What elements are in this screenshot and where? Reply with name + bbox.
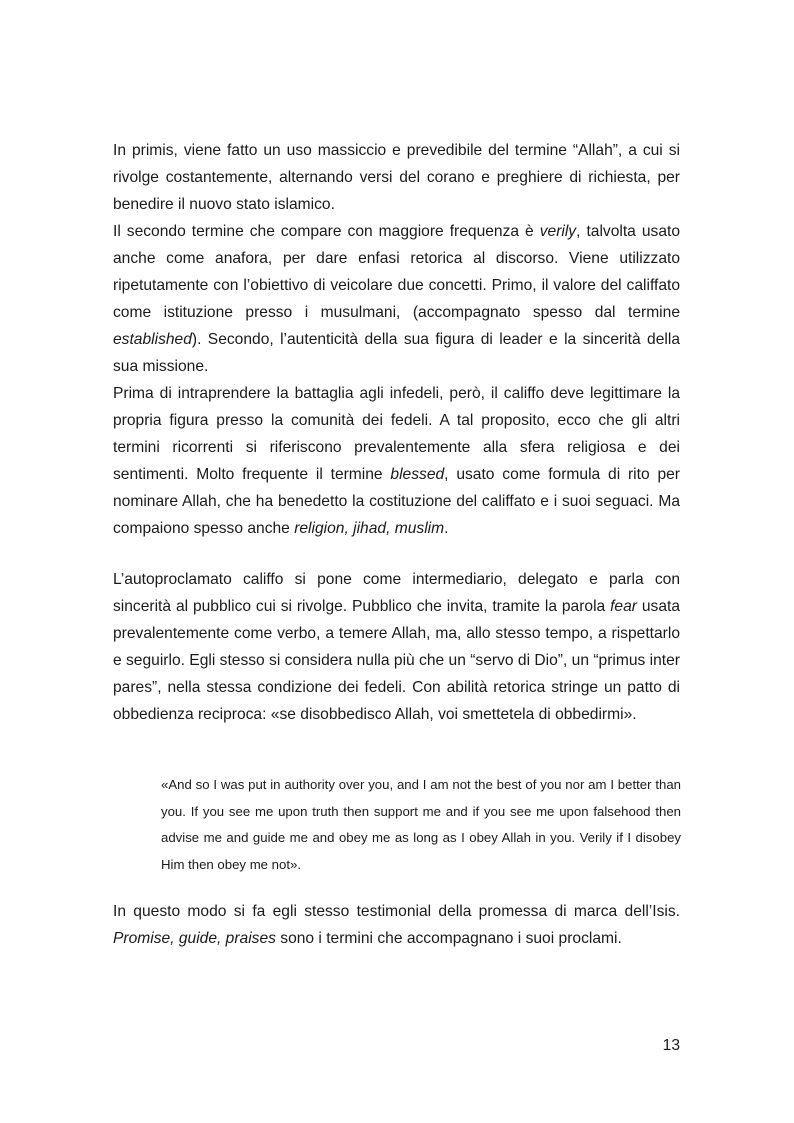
term-verily: verily (539, 223, 577, 240)
block-quote (161, 772, 681, 878)
paragraph-intermediary-text-a: L’autoproclamato califfo si pone come intermediario, delegato e parla con sincerità al pubblico cui si rivolge. Pubblico che invita, tramite la parola (113, 571, 680, 615)
text-block-3 (113, 898, 680, 952)
block-quote-text: «And so I was put in authority over you, and I am not the best of you nor am I better than you. If you see me upon truth then support me and if you see me upon falsehood then advise me and guide me and obey me as long as I obey Allah in you. Verily if I disobey Him then obey me not». (161, 777, 681, 872)
term-blessed: blessed (390, 466, 445, 483)
paragraph-legitimacy-text-b: , usato come formula di rito per nominare Allah, che ha benedetto la costituzione del califfato e i suoi seguaci. Ma compaiono spesso anche (113, 466, 680, 537)
term-religion-jihad-muslim: religion, jihad, muslim (294, 520, 445, 537)
paragraph-legitimacy-text-c: . (444, 520, 449, 537)
paragraph-verily (113, 218, 680, 380)
paragraph-allah-text: In primis, viene fatto un uso massiccio e prevedibile del termine “Allah”, a cui si rivolge costantemente, alternando versi del corano e preghiere di richiesta, per benedire il nuovo stato islamico. (113, 142, 680, 213)
paragraph-verily-text-a: Il secondo termine che compare con maggiore frequenza è (113, 223, 540, 240)
paragraph-testimonial (113, 898, 680, 952)
paragraph-testimonial-text-a: In questo modo si fa egli stesso testimonial della promessa di marca dell’Isis. (113, 903, 680, 920)
paragraph-legitimacy (113, 380, 680, 542)
text-block-2 (113, 566, 680, 728)
term-promise-guide-praises: Promise, guide, praises (113, 930, 276, 947)
paragraph-intermediary-text-b: usata prevalentemente come verbo, a temere Allah, ma, allo stesso tempo, a rispettarlo e seguirlo. Egli stesso si considera nulla più che un “servo di Dio”, un “primus inter pares”, nella stessa condizione dei fedeli. Con abilità retorica stringe un patto di obbedienza reciproca: «se disobbedisco Allah, voi smettetela di obbedirmi». (113, 598, 680, 723)
paragraph-verily-text-c: ). Secondo, l’autenticità della sua figura di leader e la sincerità della sua missione. (113, 331, 680, 375)
paragraph-legitimacy-text-a: Prima di intraprendere la battaglia agli infedeli, però, il califfo deve legittimare la propria figura presso la comunità dei fedeli. A tal proposito, ecco che gli altri termini ricorrenti si riferiscono prevalentemente alla sfera religiosa e dei sentimenti. Molto frequente il termine (113, 385, 680, 483)
paragraph-verily-text-b: , talvolta usato anche come anafora, per dare enfasi retorica al discorso. Viene utilizzato ripetutamente con l’obiettivo di veicolare due concetti. Primo, il valore del califfato come istituzione presso i musulmani, (accompagnato spesso dal termine (113, 223, 680, 321)
text-block-1 (113, 137, 680, 542)
paragraph-testimonial-text-b: sono i termini che accompagnano i suoi proclami. (275, 930, 622, 947)
paragraph-allah (113, 137, 680, 218)
term-established: established (113, 331, 192, 348)
page-number: 13 (662, 1037, 680, 1054)
term-fear: fear (610, 598, 637, 615)
paragraph-intermediary (113, 566, 680, 728)
